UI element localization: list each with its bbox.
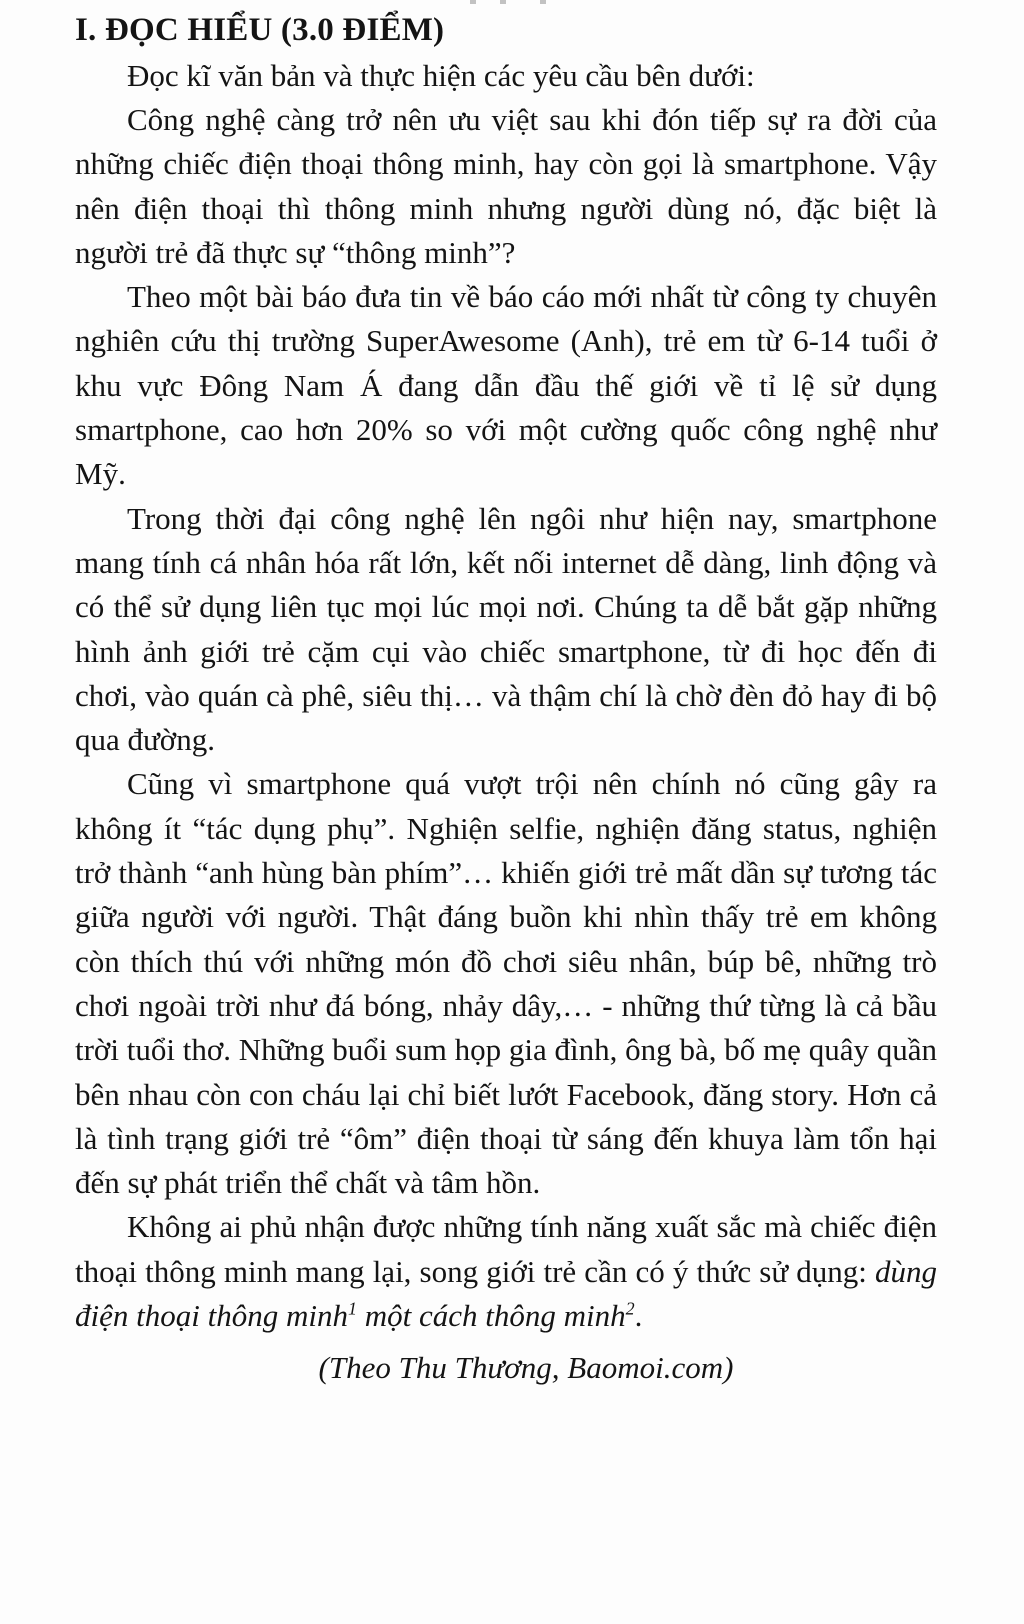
document-content [75,6,937,1390]
italic-phrase-1: dùng điện thoại thông minh [75,1253,937,1334]
footnote-marker-2: 2 [625,1298,635,1319]
section-heading: I. ĐỌC HIỂU (3.0 ĐIỂM) [75,12,445,48]
cropped-header-remnant [470,0,610,4]
instruction-text: Đọc kĩ văn bản và thực hiện các yêu cầu bên dưới: [127,58,755,93]
footnote-marker-1: 1 [347,1298,357,1319]
passage-paragraph-2: Theo một bài báo đưa tin về báo cáo mới nhất từ công ty chuyên nghiên cứu thị trường SuperAwesome (Anh), trẻ em từ 6-14 tuổi ở khu vực Đông Nam Á đang dẫn đầu thế giới về tỉ lệ sử dụng smartphone, cao hơn 20% so với một cường quốc công nghệ như Mỹ. [75,279,937,492]
passage-paragraph-5 [75,1205,937,1338]
source-citation: (Theo Thu Thương, Baomoi.com) [318,1350,734,1386]
passage-paragraph-3: Trong thời đại công nghệ lên ngôi như hiện nay, smartphone mang tính cá nhân hóa rất lớn, kết nối internet dễ dàng, linh động và có thể sử dụng liên tục mọi lúc mọi nơi. Chúng ta dễ bắt gặp những hình ảnh giới trẻ cặm cụi vào chiếc smartphone, từ đi học đến đi chơi, vào quán cà phê, siêu thị… và thậm chí là chờ đèn đỏ hay đi bộ qua đường. [75,500,937,758]
passage-paragraph-4: Cũng vì smartphone quá vượt trội nên chính nó cũng gây ra không ít “tác dụng phụ”. Nghiện selfie, nghiện đăng status, nghiện trở thành “anh hùng bàn phím”… khiến giới trẻ mất dần sự tương tác giữa người với người. Thật đáng buồn khi nhìn thấy trẻ em không còn thích thú với những món đồ chơi siêu nhân, búp bê, những trò chơi ngoài trời như đá bóng, nhảy dây,… - những thứ từng là cả bầu trời tuổi thơ. Những buổi sum họp gia đình, ông bà, bố mẹ quây quần bên nhau còn con cháu lại chỉ biết lướt Facebook, đăng story. Hơn cả là tình trạng giới trẻ “ôm” điện thoại từ sáng đến khuya làm tổn hại đến sự phát triển thể chất và tâm hồn. [75,766,937,1201]
italic-phrase-2: một cách thông minh [356,1298,626,1334]
paragraph-5-lead: Không ai phủ nhận được những tính năng xuất sắc mà chiếc điện thoại thông minh mang lại, song giới trẻ cần có ý thức sử dụng: [75,1209,937,1289]
paragraph-5-end: . [634,1298,643,1334]
passage-paragraph-1: Công nghệ càng trở nên ưu việt sau khi đón tiếp sự ra đời của những chiếc điện thoại thông minh, hay còn gọi là smartphone. Vậy nên điện thoại thì thông minh nhưng người dùng nó, đặc biệt là người trẻ đã thực sự “thông minh”? [75,102,937,270]
